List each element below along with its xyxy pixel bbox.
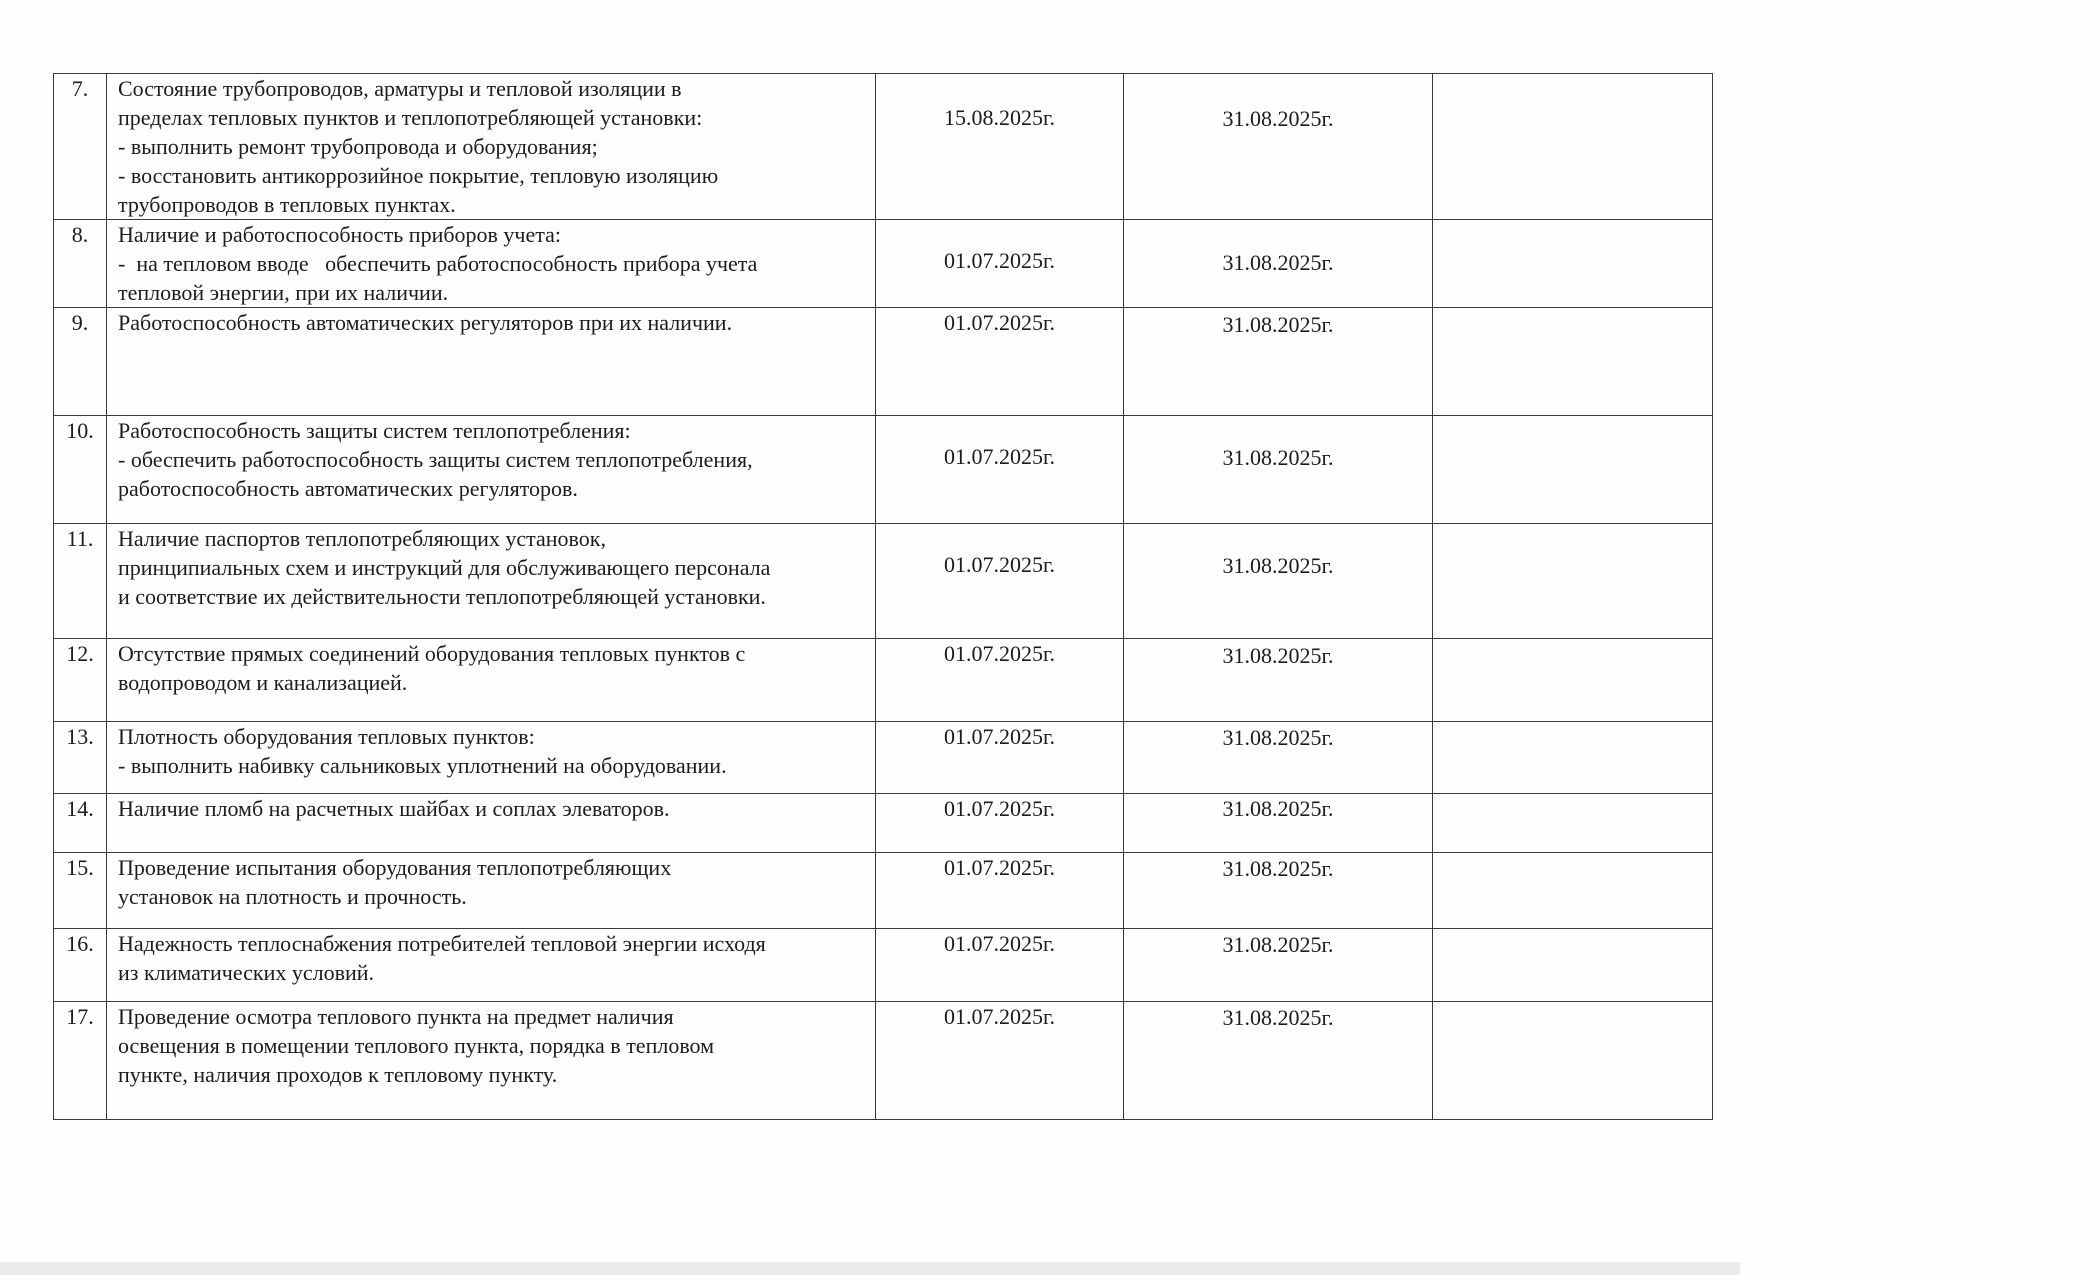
description-line: - на тепловом вводе обеспечить работоспособность прибора учета [118, 251, 758, 276]
description-line: Наличие и работоспособность приборов учета: [118, 222, 562, 247]
row-number-cell [54, 308, 107, 416]
end-date-cell [1124, 308, 1433, 416]
start-date: 01.07.2025г. [943, 444, 1056, 469]
end-date: 31.08.2025г. [1222, 643, 1334, 668]
row-number-cell [54, 722, 107, 794]
row-description [107, 524, 876, 639]
start-date-cell [876, 416, 1124, 524]
description-line: трубопроводов в тепловых пунктах. [118, 192, 456, 217]
row-number: 13. [66, 724, 94, 749]
description-line: Наличие пломб на расчетных шайбах и соплах элеваторов. [118, 796, 670, 821]
start-date: 15.08.2025г. [943, 105, 1056, 130]
row-number-cell [54, 220, 107, 308]
description-line: тепловой энергии, при их наличии. [118, 280, 449, 305]
start-date: 01.07.2025г. [943, 248, 1056, 273]
start-date-cell [876, 722, 1124, 794]
start-date-cell [876, 308, 1124, 416]
row-number-cell [54, 416, 107, 524]
end-date-cell [1124, 722, 1433, 794]
end-date: 31.08.2025г. [1222, 445, 1334, 470]
description-line: установок на плотность и прочность. [118, 884, 467, 909]
start-date: 01.07.2025г. [943, 552, 1056, 577]
row-description [107, 74, 876, 220]
row-number-cell [54, 74, 107, 220]
row-description [107, 416, 876, 524]
row-number-cell [54, 1002, 107, 1120]
note-cell [1433, 416, 1713, 524]
row-number: 8. [71, 222, 89, 247]
row-number-cell [54, 794, 107, 853]
end-date-cell [1124, 1002, 1433, 1120]
scan-edge-strip [0, 1262, 1740, 1275]
note-cell [1433, 524, 1713, 639]
table-row [54, 308, 1713, 416]
description-line: Работоспособность автоматических регуляторов при их наличии. [118, 310, 733, 335]
description-line: освещения в помещении теплового пункта, порядка в тепловом [118, 1033, 715, 1058]
description-line: водопроводом и канализацией. [118, 670, 408, 695]
description-line: из климатических условий. [118, 960, 375, 985]
end-date: 31.08.2025г. [1222, 312, 1334, 337]
start-date: 01.07.2025г. [943, 310, 1056, 335]
end-date-cell [1124, 220, 1433, 308]
start-date-cell [876, 794, 1124, 853]
end-date-cell [1124, 929, 1433, 1002]
description-line: Проведение осмотра теплового пункта на предмет наличия [118, 1004, 674, 1029]
table-row [54, 929, 1713, 1002]
row-number: 17. [66, 1004, 94, 1029]
row-number-cell [54, 853, 107, 929]
description-line: Проведение испытания оборудования теплопотребляющих [118, 855, 672, 880]
work-plan-table [53, 73, 1713, 1120]
note-cell [1433, 639, 1713, 722]
row-description [107, 308, 876, 416]
table-row [54, 853, 1713, 929]
note-cell [1433, 794, 1713, 853]
end-date: 31.08.2025г. [1222, 106, 1334, 131]
start-date: 01.07.2025г. [943, 855, 1056, 880]
end-date-cell [1124, 639, 1433, 722]
description-line: Наличие паспортов теплопотребляющих установок, [118, 526, 606, 551]
start-date-cell [876, 1002, 1124, 1120]
start-date-cell [876, 929, 1124, 1002]
row-description [107, 794, 876, 853]
description-line: Плотность оборудования тепловых пунктов: [118, 724, 535, 749]
description-line: пределах тепловых пунктов и теплопотребляющей установки: [118, 105, 703, 130]
start-date-cell [876, 524, 1124, 639]
row-number: 7. [71, 76, 89, 101]
end-date: 31.08.2025г. [1222, 553, 1334, 578]
row-number-cell [54, 524, 107, 639]
description-line: пункте, наличия проходов к тепловому пункту. [118, 1062, 558, 1087]
row-description [107, 639, 876, 722]
table-row [54, 639, 1713, 722]
start-date-cell [876, 74, 1124, 220]
end-date: 31.08.2025г. [1222, 725, 1334, 750]
note-cell [1433, 220, 1713, 308]
table-row [54, 794, 1713, 853]
table-row [54, 524, 1713, 639]
end-date: 31.08.2025г. [1222, 932, 1334, 957]
description-line: принципиальных схем и инструкций для обслуживающего персонала [118, 555, 771, 580]
end-date-cell [1124, 853, 1433, 929]
table-row [54, 74, 1713, 220]
row-description [107, 1002, 876, 1120]
start-date: 01.07.2025г. [943, 1004, 1056, 1029]
note-cell [1433, 853, 1713, 929]
description-line: - восстановить антикоррозийное покрытие, тепловую изоляцию [118, 163, 719, 188]
start-date: 01.07.2025г. [943, 931, 1056, 956]
start-date: 01.07.2025г. [943, 724, 1056, 749]
description-line: - выполнить набивку сальниковых уплотнений на оборудовании. [118, 753, 727, 778]
row-description [107, 853, 876, 929]
table-row [54, 1002, 1713, 1120]
start-date-cell [876, 639, 1124, 722]
description-line: Отсутствие прямых соединений оборудования тепловых пунктов с [118, 641, 746, 666]
note-cell [1433, 308, 1713, 416]
row-number: 14. [66, 796, 94, 821]
description-line: - выполнить ремонт трубопровода и оборудования; [118, 134, 598, 159]
row-number: 15. [66, 855, 94, 880]
end-date: 31.08.2025г. [1222, 1005, 1334, 1030]
start-date-cell [876, 853, 1124, 929]
table-row [54, 722, 1713, 794]
row-number: 9. [71, 310, 89, 335]
start-date: 01.07.2025г. [943, 796, 1056, 821]
row-number: 16. [66, 931, 94, 956]
end-date: 31.08.2025г. [1222, 856, 1334, 881]
row-number: 11. [66, 526, 94, 551]
note-cell [1433, 929, 1713, 1002]
description-line: работоспособность автоматических регуляторов. [118, 476, 578, 501]
end-date: 31.08.2025г. [1222, 250, 1334, 275]
row-number-cell [54, 929, 107, 1002]
description-line: и соответствие их действительности теплопотребляющей установки. [118, 584, 766, 609]
end-date-cell [1124, 416, 1433, 524]
description-line: Надежность теплоснабжения потребителей тепловой энергии исходя [118, 931, 766, 956]
row-number-cell [54, 639, 107, 722]
start-date: 01.07.2025г. [943, 641, 1056, 666]
start-date-cell [876, 220, 1124, 308]
end-date-cell [1124, 794, 1433, 853]
row-description [107, 929, 876, 1002]
row-description [107, 220, 876, 308]
description-line: - обеспечить работоспособность защиты систем теплопотребления, [118, 447, 753, 472]
end-date: 31.08.2025г. [1222, 796, 1334, 821]
table-row [54, 220, 1713, 308]
description-line: Состояние трубопроводов, арматуры и тепловой изоляции в [118, 76, 682, 101]
end-date-cell [1124, 524, 1433, 639]
row-description [107, 722, 876, 794]
table-row [54, 416, 1713, 524]
row-number: 10. [66, 418, 94, 443]
description-line: Работоспособность защиты систем теплопотребления: [118, 418, 631, 443]
note-cell [1433, 722, 1713, 794]
end-date-cell [1124, 74, 1433, 220]
note-cell [1433, 74, 1713, 220]
note-cell [1433, 1002, 1713, 1120]
row-number: 12. [66, 641, 94, 666]
